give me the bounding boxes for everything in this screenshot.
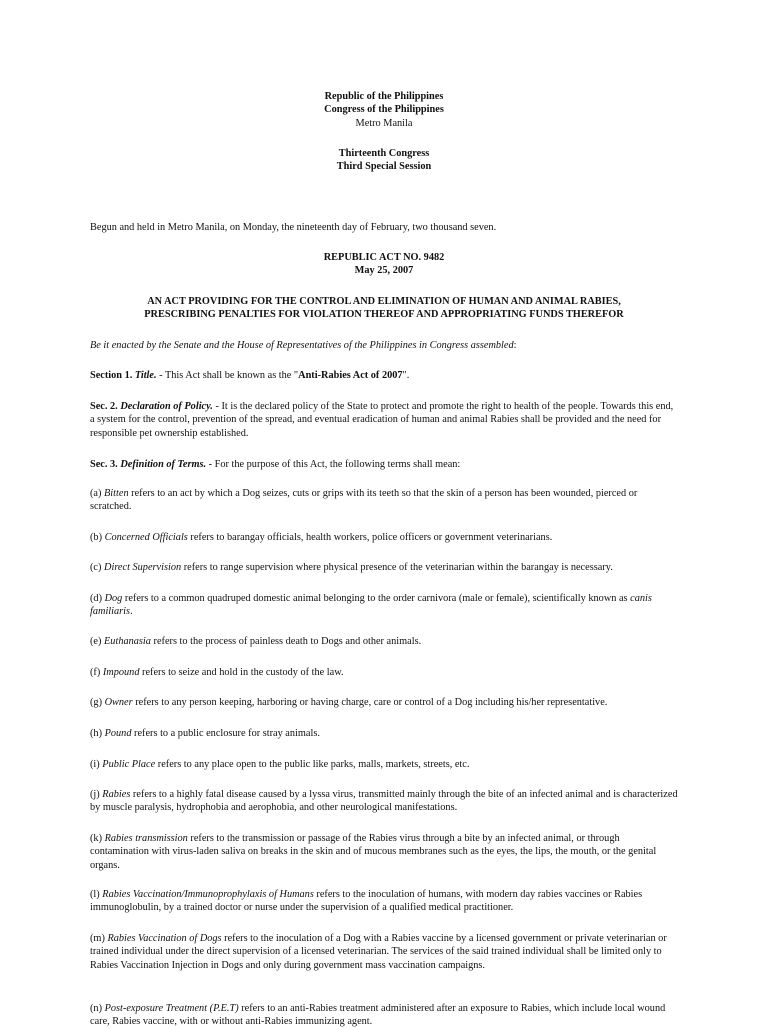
- definition-prefix: (k): [90, 833, 105, 844]
- definition-text: refers to a highly fatal disease caused by a lyssa virus, transmitted mainly through the bite of an infected animal and is characterized by muscle paralysis, hydrophobia and aerophobia, and other neurological manifestations.: [90, 789, 678, 814]
- definition-term: Rabies: [102, 789, 131, 800]
- congress-session: [90, 147, 678, 174]
- section-1-act-name: Anti-Rabies Act of 2007: [298, 370, 403, 381]
- section-1-label: Section 1.: [90, 370, 133, 381]
- definition-text: refers to any place open to the public like parks, malls, markets, streets, etc.: [155, 759, 470, 770]
- definition-g: [90, 696, 678, 709]
- definition-text-end: .: [130, 606, 133, 618]
- section-3-label: Sec. 3.: [90, 459, 118, 470]
- definition-term: Rabies Vaccination of Dogs: [107, 933, 222, 944]
- enacting-clause-text: Be it enacted by the Senate and the House of Representatives of the Philippines in Congress assembled: [90, 340, 514, 351]
- definition-prefix: (j): [90, 789, 103, 800]
- act-title-line2: PRESCRIBING PENALTIES FOR VIOLATION THEREOF AND APPROPRIATING FUNDS THEREFOR: [144, 309, 624, 321]
- definition-prefix: (b): [90, 532, 105, 543]
- act-number-block: [90, 251, 678, 278]
- document-header: [90, 90, 678, 130]
- definition-prefix: (l): [90, 889, 103, 900]
- definition-h: [90, 727, 678, 740]
- header-congress: Congress of the Philippines: [324, 104, 444, 116]
- section-1-text-end: ".: [402, 370, 410, 381]
- definition-text: refers to the transmission or passage of the Rabies virus through a bite by an infected animal, or through contamination with virus-laden saliva on breaks in the skin and of mucous membranes such as the eyes, the lips, the mouth, or the genital organs.: [90, 833, 657, 871]
- definition-term: Owner: [104, 697, 133, 708]
- definition-term: Rabies transmission: [104, 833, 188, 844]
- definition-b: [90, 531, 678, 544]
- definition-text: refers to an act by which a Dog seizes, cuts or grips with its teeth so that the skin of a person has been wounded, pierced or scratched.: [90, 488, 638, 513]
- definition-j: [90, 788, 678, 815]
- definition-text: refers to an anti-Rabies treatment administered after an exposure to Rabies, which include local wound care, Rabies vaccine, with or without anti-Rabies immunizing agent.: [90, 1003, 666, 1028]
- definition-prefix: (m): [90, 933, 108, 944]
- section-1-text: - This Act shall be known as the ": [156, 370, 299, 381]
- definition-text: refers to a public enclosure for stray animals.: [131, 728, 320, 739]
- definition-term: Direct Supervision: [104, 562, 182, 573]
- section-3: [90, 458, 678, 471]
- definition-prefix: (i): [90, 759, 103, 770]
- definition-text: refers to barangay officials, health workers, police officers or government veterinarians.: [187, 532, 553, 543]
- act-title-line1: AN ACT PROVIDING FOR THE CONTROL AND ELIMINATION OF HUMAN AND ANIMAL RABIES,: [147, 296, 621, 307]
- definition-prefix: (d): [90, 593, 105, 604]
- definition-a: [90, 487, 678, 514]
- definition-prefix: (c): [90, 562, 105, 573]
- definition-f: [90, 666, 678, 679]
- definition-prefix: (a): [90, 488, 105, 499]
- act-title: [90, 295, 678, 322]
- congress-number: Thirteenth Congress: [338, 148, 430, 159]
- definition-m: [90, 932, 678, 972]
- definition-n: [90, 1002, 678, 1029]
- header-location: Metro Manila: [355, 117, 413, 129]
- section-3-heading: Definition of Terms.: [120, 459, 207, 470]
- section-3-text: - For the purpose of this Act, the following terms shall mean:: [206, 459, 461, 470]
- definition-text: refers to a common quadruped domestic animal belonging to the order carnivora (male or female), scientifically known as: [122, 593, 631, 604]
- begun-statement: Begun and held in Metro Manila, on Monday, the nineteenth day of February, two thousand seven.: [90, 222, 497, 233]
- section-2-text: - It is the declared policy of the State to protect and promote the right to health of the people. Towards this end, a system for the control, prevention of the spread, and eventual eradication of human and animal Rabies shall be provided and the need for responsible pet ownership established.: [90, 401, 674, 439]
- definition-e: [90, 635, 678, 648]
- section-1: [90, 369, 678, 382]
- definition-c: [90, 561, 678, 574]
- definition-text: refers to the process of painless death to Dogs and other animals.: [150, 636, 422, 647]
- definition-prefix: (f): [90, 667, 103, 678]
- definition-text: refers to any person keeping, harboring or having charge, care or control of a Dog including his/her representative.: [132, 697, 608, 708]
- definition-text: refers to the inoculation of a Dog with a Rabies vaccine by a licensed government or private veterinarian or trained individual under the direct supervision of a licensed veterinarian. The services of the said trained individual shall be limited only to Rabies Vaccination Injection in Dogs and only during government mass vaccination campaigns.: [90, 933, 667, 971]
- definition-term: Concerned Officials: [104, 532, 188, 543]
- enacting-clause-colon: :: [513, 340, 517, 351]
- definition-prefix: (h): [90, 728, 105, 739]
- definition-term: Bitten: [104, 488, 129, 499]
- section-2-label: Sec. 2.: [90, 401, 118, 412]
- act-number: REPUBLIC ACT NO. 9482: [323, 252, 445, 263]
- definition-prefix: (g): [90, 697, 105, 708]
- session-name: Third Special Session: [336, 161, 432, 173]
- section-1-heading: Title.: [134, 370, 157, 381]
- definition-term: Dog: [104, 593, 123, 604]
- definition-text: refers to range supervision where physical presence of the veterinarian within the barangay is necessary.: [181, 562, 613, 573]
- section-2: [90, 400, 678, 440]
- definition-l: [90, 888, 678, 915]
- definition-term: Rabies Vaccination/Immunoprophylaxis of Humans: [102, 889, 314, 900]
- definition-text: refers to the inoculation of humans, with modern day rabies vaccines or Rabies immunoglobulin, by a trained doctor or nurse under the supervision of a qualified medical practitioner.: [90, 889, 643, 914]
- definition-term: Public Place: [102, 759, 156, 770]
- header-republic: Republic of the Philippines: [324, 91, 444, 102]
- definition-k: [90, 832, 678, 872]
- definition-prefix: (e): [90, 636, 105, 647]
- act-date: May 25, 2007: [354, 265, 414, 277]
- definition-i: [90, 758, 678, 771]
- definition-prefix: (n): [90, 1003, 105, 1014]
- definition-term: Euthanasia: [104, 636, 151, 647]
- enacting-clause: [90, 339, 678, 352]
- section-2-heading: Declaration of Policy.: [120, 401, 213, 412]
- definition-term: Pound: [104, 728, 132, 739]
- definition-term: Post-exposure Treatment (P.E.T): [104, 1003, 239, 1014]
- definition-term-scientific: canis familiaris: [90, 593, 652, 618]
- definition-text: refers to seize and hold in the custody of the law.: [139, 667, 344, 678]
- definition-d: [90, 592, 678, 619]
- definition-term: Impound: [102, 667, 140, 678]
